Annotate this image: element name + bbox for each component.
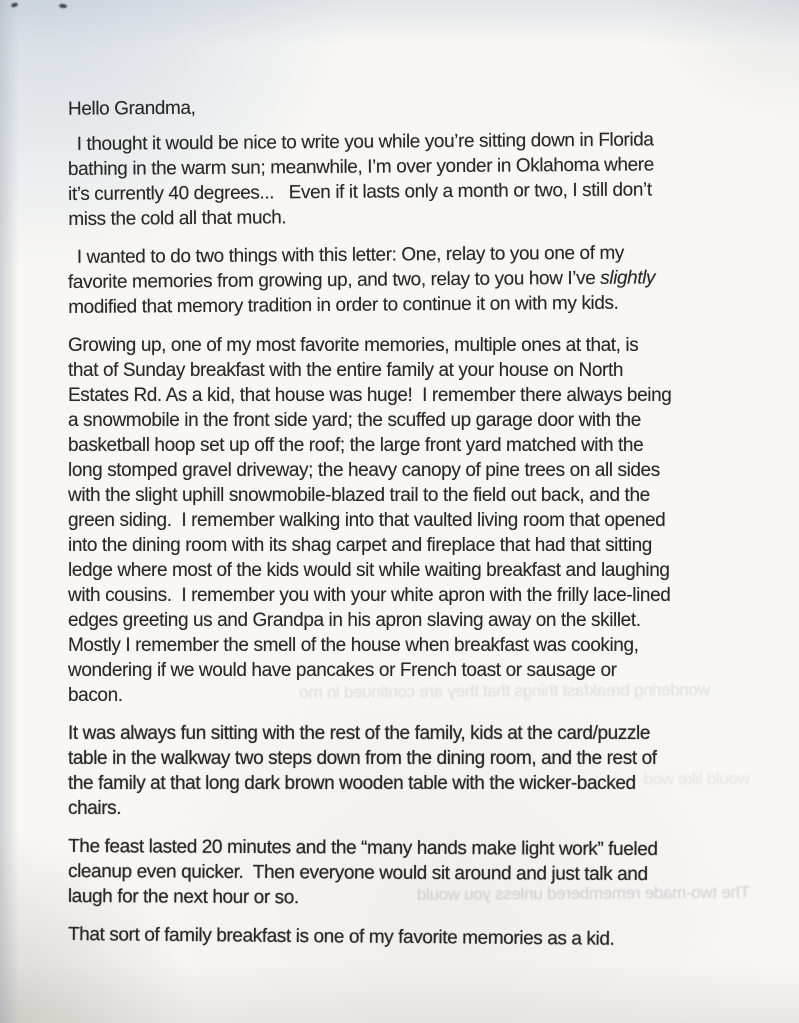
paper-speck xyxy=(11,2,19,8)
bleed-through-text: wondering breakfast things that they are continued in mo xyxy=(299,680,711,702)
paper-speck xyxy=(59,3,67,8)
letter-line: I thought it would be nice to write you while you’re sitting down in Florida xyxy=(76,129,654,155)
letter-line: table in the walkway two steps down from the dining room, and the rest of xyxy=(68,748,657,769)
letter-line: into the dining room with its shag carpet and fireplace that had that sitting xyxy=(68,535,652,556)
letter-line: I wanted to do two things with this letter: One, relay to you one of my xyxy=(76,242,625,268)
letter-line: cleanup even quicker. Then everyone would sit around and just talk and xyxy=(67,861,648,886)
paragraph xyxy=(68,333,758,708)
letter-line: ledge where most of the kids would sit while waiting breakfast and laughing xyxy=(68,560,670,581)
letter-line: it’s currently 40 degrees... Even if it lasts only a month or two, I still don’t xyxy=(68,179,652,205)
letter-line: with cousins. I remember you with your white apron with the frilly lace-lined xyxy=(68,585,671,606)
letter-line: wondering if we would have pancakes or French toast or sausage or xyxy=(68,660,617,681)
letter-line: with the slight uphill snowmobile-blazed trail to the field out back, and the xyxy=(68,485,650,506)
letter-line: long stomped gravel driveway; the heavy canopy of pine trees on all sides xyxy=(68,460,660,481)
bleed-through-text: would like wod xyxy=(643,768,751,789)
letter-line: Growing up, one of my most favorite memories, multiple ones at that, is xyxy=(68,335,639,356)
letter-line: The feast lasted 20 minutes and the “many hands make light work” fueled xyxy=(68,836,658,861)
paragraph xyxy=(68,127,759,232)
paragraph xyxy=(68,834,758,913)
letter-line: That sort of family breakfast is one of my favorite memories as a kid. xyxy=(67,924,615,950)
letter-line: basketball hoop set up off the roof; the large front yard matched with the xyxy=(68,435,644,456)
letter-line: Mostly I remember the smell of the house when breakfast was cooking, xyxy=(68,635,639,656)
letter-line: green siding. I remember walking into that vaulted living room that opened xyxy=(68,510,666,531)
letter-line: a snowmobile in the front side yard; the scuffed up garage door with the xyxy=(68,410,641,431)
letter-line: the family at that long dark brown wooden table with the wicker-backed xyxy=(68,773,636,794)
letter-line: chairs. xyxy=(68,798,122,819)
bleed-through-text: The two-made remembered unless you would xyxy=(417,882,751,905)
letter-line: modified that memory tradition in order to continue it on with my kids. xyxy=(68,292,619,318)
paragraph xyxy=(68,922,758,953)
letter-page xyxy=(68,94,758,960)
letter-line-text: favorite memories from growing up, and two, relay to you how I’ve xyxy=(67,267,601,293)
letter-line: that of Sunday breakfast with the entire family at your house on North xyxy=(68,360,623,381)
letter-line: bathing in the warm sun; meanwhile, I’m over yonder in Oklahoma where xyxy=(67,154,654,181)
letter-line: bacon. xyxy=(68,685,123,706)
paragraph xyxy=(68,721,758,821)
letter-line: miss the cold all that much. xyxy=(68,207,287,230)
italic-word: slightly xyxy=(600,267,656,289)
greeting: Hello Grandma, xyxy=(67,97,196,120)
letter-line: edges greeting us and Grandpa in his apron slaving away on the skillet. xyxy=(68,610,641,631)
letter-line: laugh for the next hour or so. xyxy=(67,885,299,909)
paragraph xyxy=(68,240,759,320)
letter-line: It was always fun sitting with the rest of the family, kids at the card/puzzle xyxy=(68,723,650,744)
letter-line: Estates Rd. As a kid, that house was huge! I remember there always being xyxy=(68,385,672,406)
